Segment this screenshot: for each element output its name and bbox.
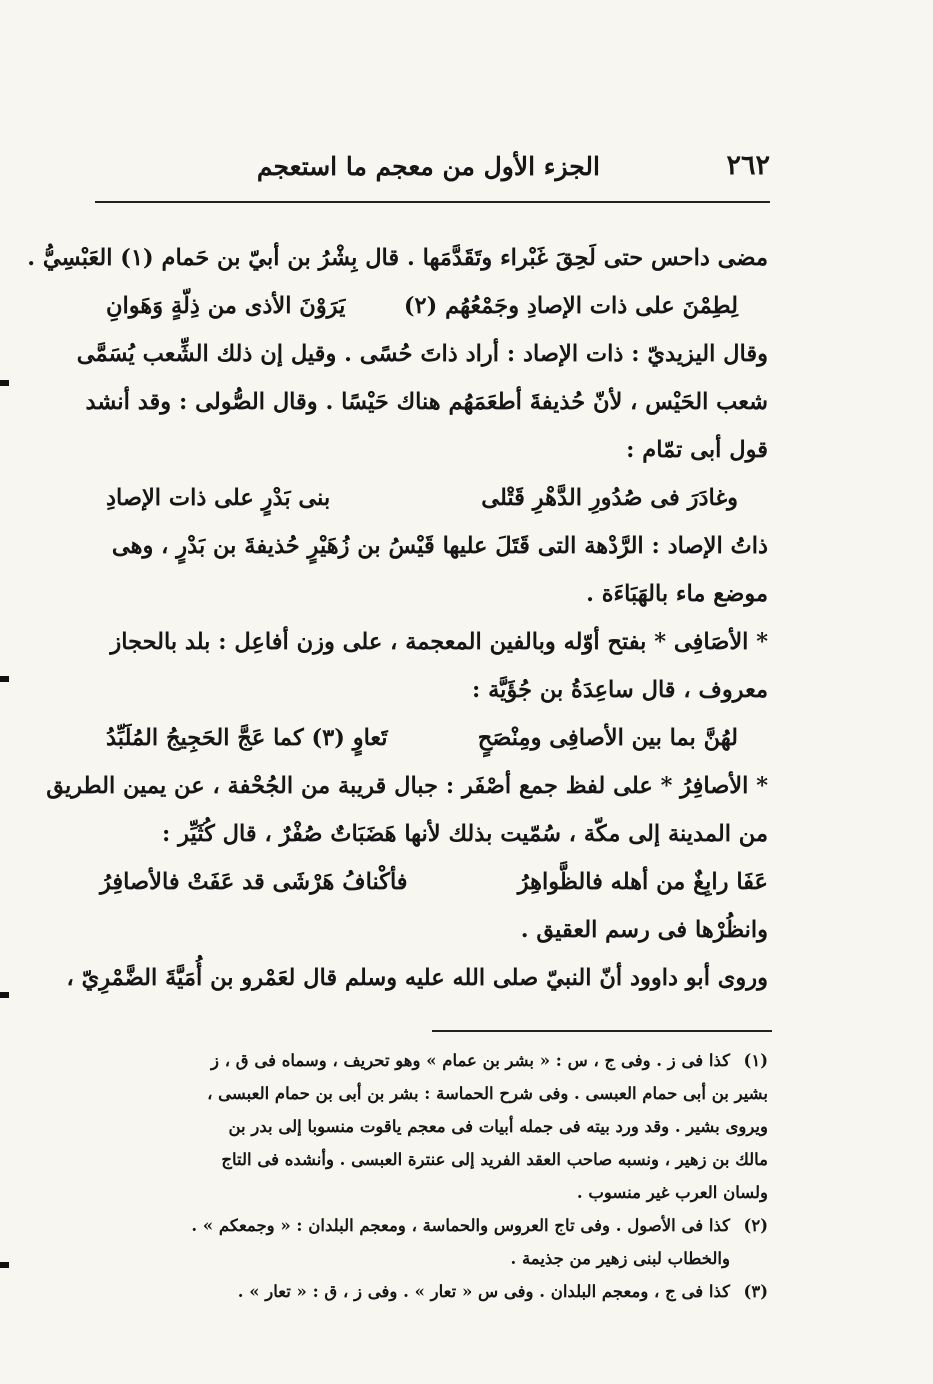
text-line: وروى أبو داوود أنّ النبيّ صلى الله عليه وسلم قال لعَمْرو بن أُمَيَّةَ الضَّمْرِيّ ، xyxy=(66,965,768,991)
verse-second-hemistich: بنى بَدْرٍ على ذات الإصادِ xyxy=(106,485,331,511)
header-rule xyxy=(95,201,770,203)
page-number: ٢٦٢ xyxy=(726,150,770,181)
footnote-line xyxy=(108,1044,768,1077)
verse-first-hemistich: عَفَا رابِغٌ من أهله فالظَّواهِرُ xyxy=(517,869,768,895)
verse-second-hemistich: تَعاوٍ (٣) كما عَجَّ الحَجِيجُ المُلَبِّدُ xyxy=(106,725,388,751)
text-line: مضى داحس حتى لَحِقَ غَبْراء وتَقَدَّمَها . قال بِشْرُ بن أبيّ بن حَمام (١) العَبْسِيُّ . xyxy=(27,245,768,271)
footnote-line: بشير بن أبى حمام العبسى . وفى شرح الحماسة : بشر بن أبى بن حمام العبسى ، xyxy=(207,1084,768,1103)
verse-line xyxy=(100,858,768,906)
main-text xyxy=(27,234,768,1002)
verse-line xyxy=(100,474,768,522)
verse-second-hemistich: فأكْنافُ هَرْشَى قد عَفَتْ فالأصافِرُ xyxy=(100,869,408,895)
text-line: وقال اليزيديّ : ذات الإصاد : أراد ذاتَ حُسًى . وقيل إن ذلك الشِّعب يُسَمَّى xyxy=(76,341,768,367)
running-title: الجزء الأول من معجم ما استعجم xyxy=(256,152,600,181)
footnote-number: (٢) xyxy=(743,1216,768,1235)
verse-line xyxy=(100,714,768,762)
scan-edge-mark xyxy=(0,1262,9,1268)
footnote-line xyxy=(108,1209,768,1242)
verse-first-hemistich: لِطِمْنَ على ذات الإصادِ وجَمْعُهُم (٢) xyxy=(403,293,738,319)
verse-second-hemistich: يَرَوْنَ الأذى من ذِلّةٍ وَهَوانِ xyxy=(106,293,346,319)
entry-heading-line: * الأصافِرُ * على لفظ جمع أصْفَر : جبال قريبة من الجُحْفة ، عن يمين الطريق xyxy=(46,773,768,799)
text-line: من المدينة إلى مكّة ، سُمّيت بذلك لأنها هَضَبَاتٌ صُفْرٌ ، قال كُثَيِّر : xyxy=(161,821,768,847)
scan-edge-mark xyxy=(0,380,9,386)
page-header xyxy=(95,150,770,192)
text-line: معروف ، قال ساعِدَةُ بن جُؤَيَّة : xyxy=(471,677,768,703)
scan-edge-mark xyxy=(0,676,9,682)
footnote-number: (٣) xyxy=(743,1282,768,1301)
verse-first-hemistich: لهُنَّ بما بين الأصافِى ومِنْصَحٍ xyxy=(477,725,738,751)
footnote-text: كذا فى ج ، ومعجم البلدان . وفى س « تعار » . وفى ز ، ق : « تعار » . xyxy=(237,1282,730,1301)
footnote-rule xyxy=(432,1030,772,1032)
scan-edge-mark xyxy=(0,992,9,998)
footnote-line xyxy=(108,1275,768,1308)
verse-line xyxy=(100,282,768,330)
text-line: موضع ماء بالهَبَاءَة . xyxy=(586,581,768,607)
entry-heading-line: * الأصَافِى * بفتح أوّله وبالفين المعجمة ، على وزن أفاعِل : بلد بالحجاز xyxy=(110,629,768,655)
text-line: ذاتُ الإصاد : الرَّدْهة التى قَتَلَ عليها قَيْسُ بن زُهَيْرٍ حُذيفةَ بن بَدْرٍ ، وهى xyxy=(111,533,768,559)
verse-first-hemistich: وغادَرَ فى صُدُورِ الدَّهْرِ قَتْلى xyxy=(481,485,738,511)
footnote-text: كذا فى ز . وفى ج ، س : « بشر بن عمام » وهو تحريف ، وسماه فى ق ، ز xyxy=(210,1051,730,1070)
footnote-line: والخطاب لبنى زهير من جذيمة . xyxy=(510,1249,730,1268)
text-line: وانظُرْها فى رسم العقيق . xyxy=(520,917,768,943)
text-line: شعب الحَيْس ، لأنّ حُذيفةَ أطعَمَهُم هناك حَيْسًا . وقال الصُّولى : وقد أنشد xyxy=(85,389,768,415)
footnote-line: ولسان العرب غير منسوب . xyxy=(576,1183,768,1202)
footnote-number: (١) xyxy=(743,1051,768,1070)
footnote-line: مالك بن زهير ، ونسبه صاحب العقد الفريد إلى عنترة العبسى . وأنشده فى التاج xyxy=(221,1150,768,1169)
footnote-text: كذا فى الأصول . وفى تاج العروس والحماسة ، ومعجم البلدان : « وجمعكم » . xyxy=(191,1216,730,1235)
footnotes xyxy=(108,1044,768,1308)
footnote-line: ويروى بشير . وقد ورد بيته فى جمله أبيات فى معجم ياقوت منسوبا إلى بدر بن xyxy=(228,1117,768,1136)
text-line: قول أبى تمّام : xyxy=(626,437,768,463)
